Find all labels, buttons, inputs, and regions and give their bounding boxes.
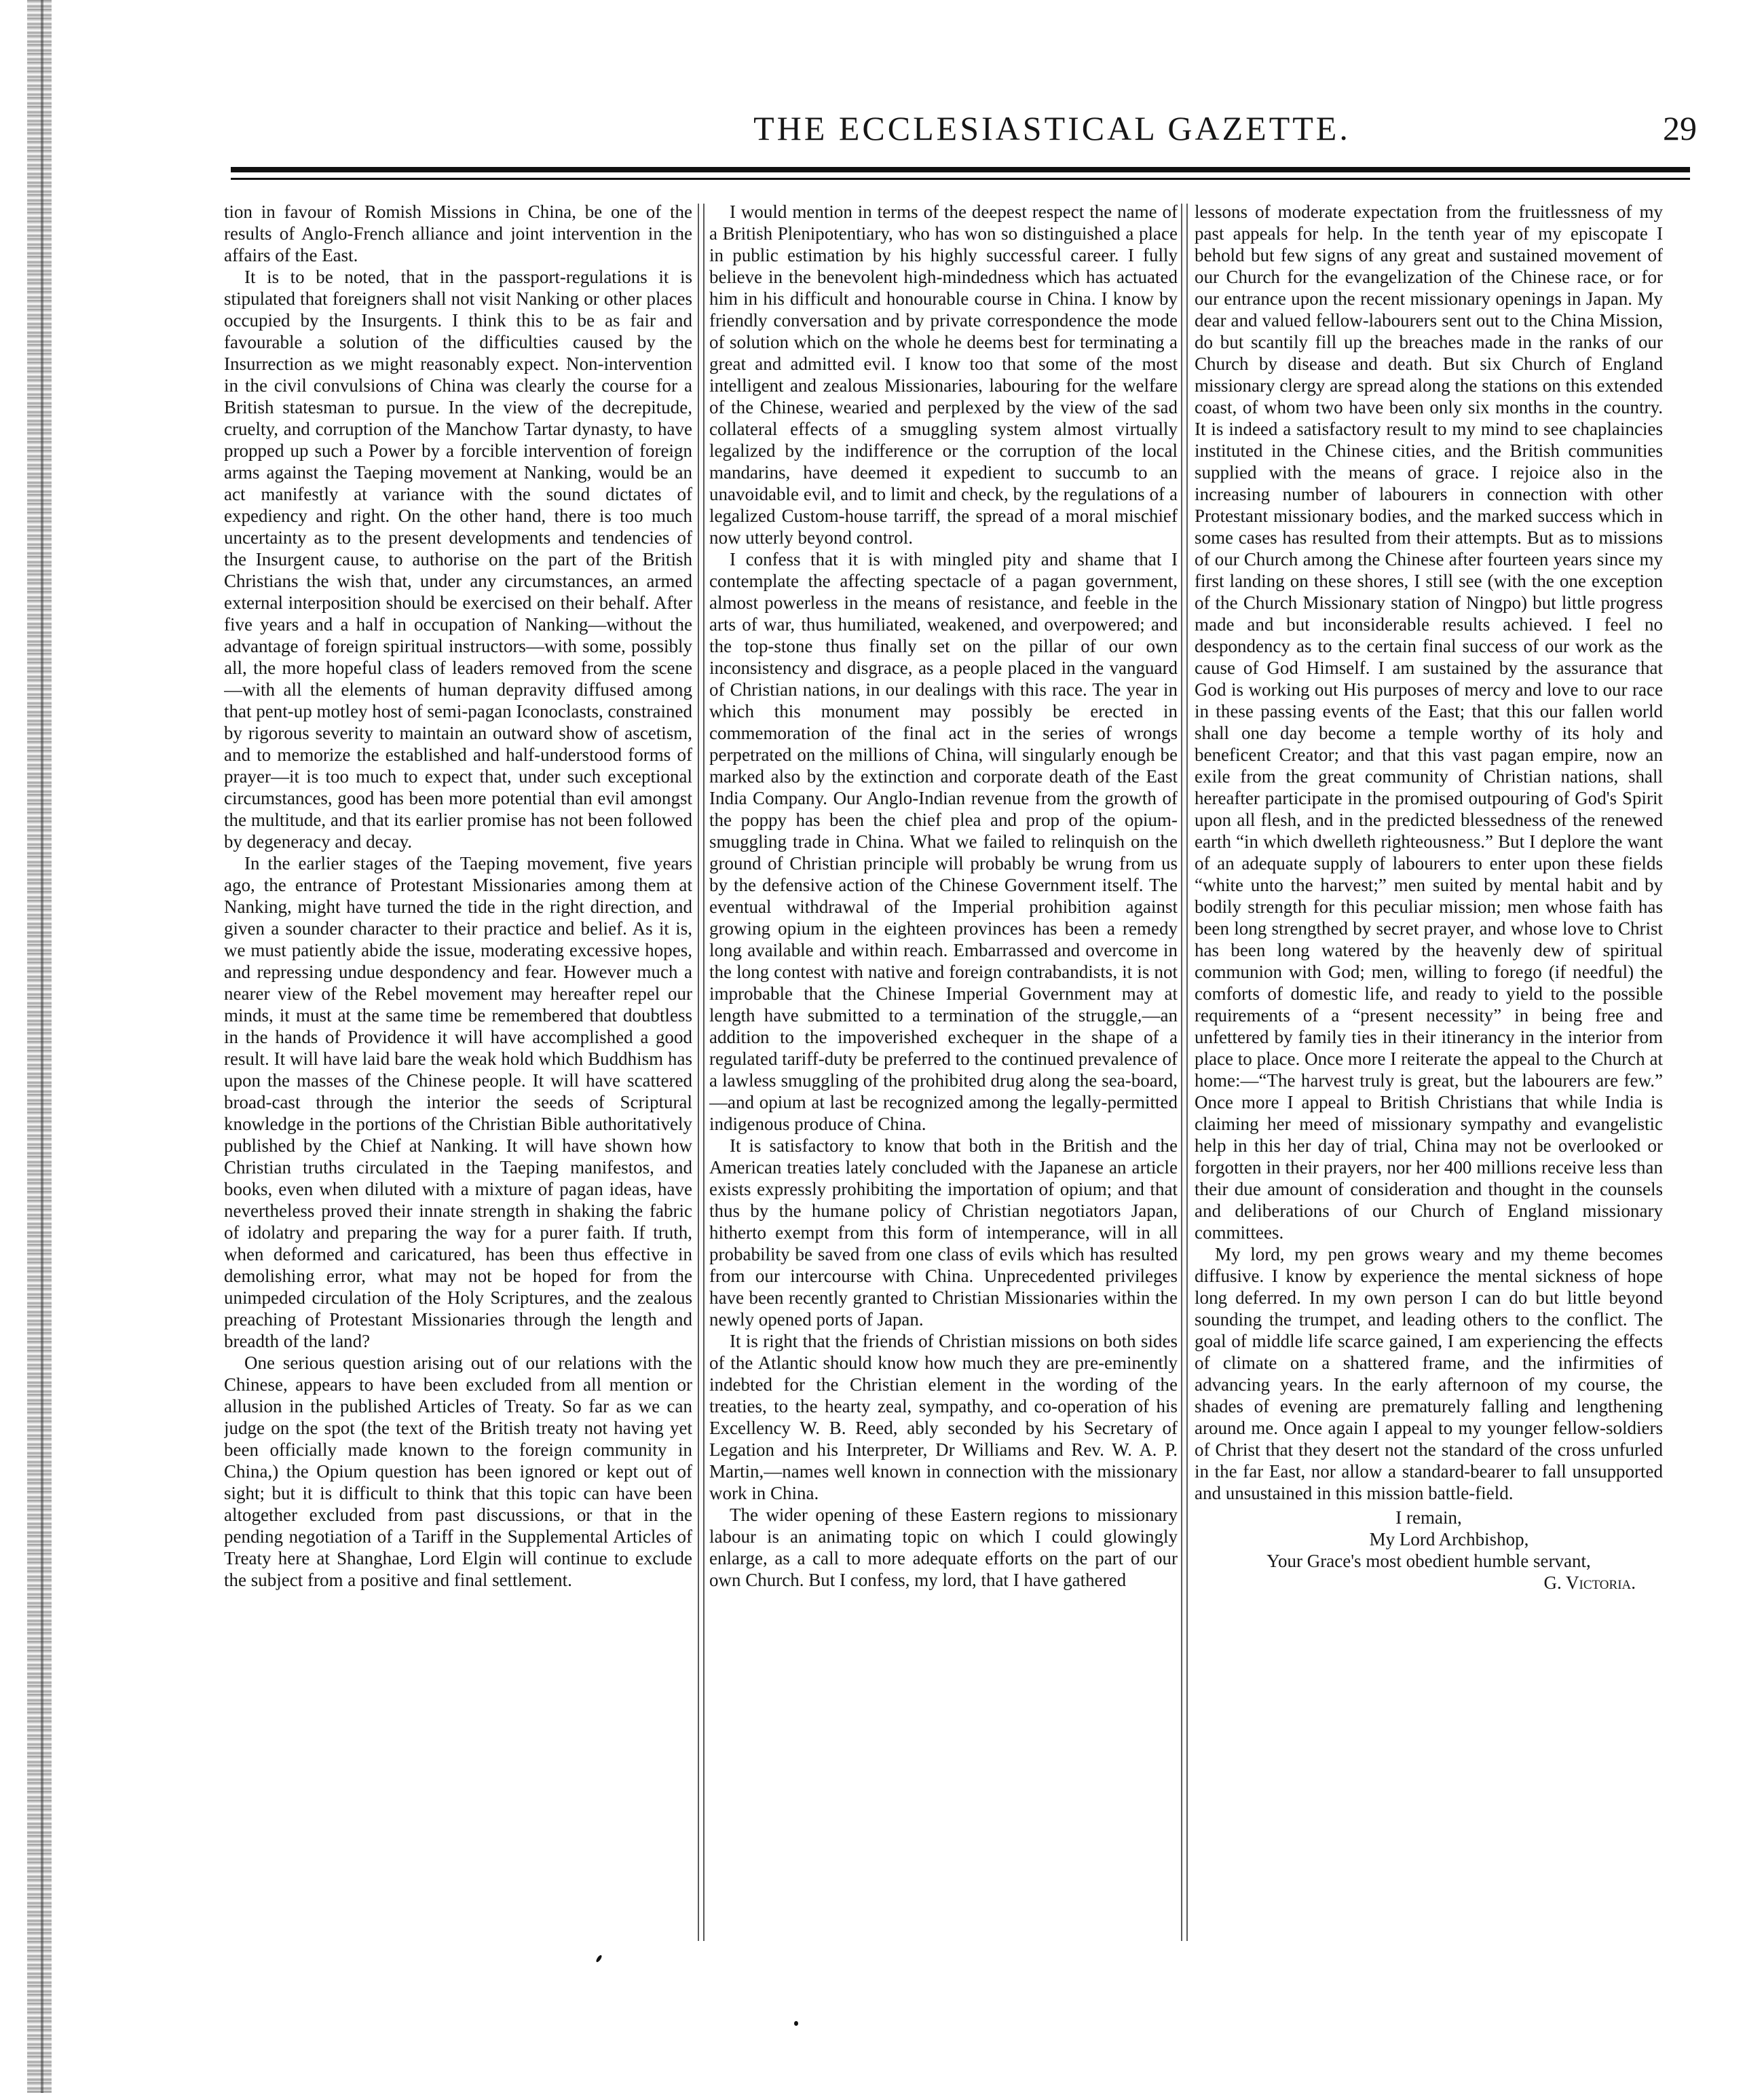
paragraph: It is satisfactory to know that both in the British and the American treaties lately concluded with the Japanese an article exists expressly prohibiting the importation of opium; and that thus by the humane policy of Christian negotiators Japan, hitherto exempt from this form of intemperance, will in all probability be saved from one class of evils which has resulted from our intercourse with China. Unprecedented privileges have been recently granted to Christian Missionaries within the newly opened ports of Japan. (709, 1135, 1178, 1330)
paragraph: lessons of moderate expectation from the fruitlessness of my past appeals for help. In the tenth year of my episcopate I behold but few signs of any great and sustained movement of our Church for the evangelization of the Chinese race, or for our entrance upon the recent missionary openings in Japan. My dear and valued fellow-labourers sent out to the China Mission, do but scantily fill up the breaches made in the ranks of our Church by disease and death. But six Church of England missionary clergy are spread along the stations on this extended coast, of whom two have been only six months in the country. It is indeed a satisfactory result to my mind to see chaplaincies instituted in the Chinese cities, and the British communities supplied with the means of grace. I rejoice also in the increasing number of labourers in connection with other Protestant missionary bodies, and the marked success which in some cases has resulted from their attempts. But as to missions of our Church among the Chinese after fourteen years since my first landing on these shores, I still see (with the one exception of the Church Missionary station of Ningpo) but little progress made and but inconsiderable results achieved. I feel no despondency as to the certain final success of our work as the cause of God Himself. I am sustained by the assurance that God is working out His purposes of mercy and love to our race in these passing events of the East; that this our fallen world shall one day become a temple worthy of its holy and beneficent Creator; and that this vast pagan empire, now an exile from the great community of Christian nations, shall hereafter participate in the promised outpouring of God's Spirit upon all flesh, and in the predicted blessedness of the renewed earth “in which dwelleth righteousness.” But I deplore the want of an adequate supply of labourers to enter upon these fields “white unto the harvest;” men suited by mental habit and by bodily strength for this peculiar mission; men whose faith has been long strengthed by secret prayer, and whose love to Christ has been long watered by the heavenly dew of spiritual communion with God; men, willing to forego (if needful) the comforts of domestic life, and ready to yield to the possible requirements of a “present necessity” in being free and unfettered by family ties in their itinerancy in the interior from place to place. Once more I reiterate the appeal to the Church at home:—“The harvest truly is great, but the labourers are few.” Once more I appeal to British Christians that while India is claiming her meed of missionary sympathy and evangelistic help in this her day of trial, China may not be overlooked or forgotten in their prayers, nor her 400 millions receive less than their due amount of consideration and thought in the counsels and deliberations of our Church of England missionary committees. (1195, 202, 1663, 1243)
print-speck (794, 2021, 798, 2026)
paragraph: My lord, my pen grows weary and my theme becomes diffusive. I know by experience the mental sickness of hope long deferred. In my own person I can do but little beyond sounding the trumpet, and leading others to the conflict. The goal of middle life scarce gained, I am experiencing the effects of climate on a shattered frame, and the infirmities of advancing years. In the early afternoon of my course, the shades of evening are prematurely falling and lengthening around me. Once again I appeal to my younger fellow-soldiers of Christ that they desert not the standard of the cross unfurled in the far East, nor allow a standard-bearer to fall unsupported and unsustained in this mission battle-field. (1195, 1244, 1663, 1503)
column-divider (698, 204, 705, 1941)
letter-closing (1195, 1507, 1663, 1594)
paragraph: The wider opening of these Eastern regions to missionary labour is an animating topic on which I could glowingly enlarge, as a call to more adequate efforts on the part of our own Church. But I confess, my lord, that I have gathered (709, 1505, 1178, 1590)
closing-servant: Your Grace's most obedient humble servant, (1266, 1551, 1591, 1571)
closing-remain: I remain, (1395, 1507, 1462, 1528)
header-rule-thick (231, 167, 1690, 172)
closing-salutation: My Lord Archbishop, (1369, 1529, 1529, 1549)
paragraph: It is to be noted, that in the passport-regulations it is stipulated that foreigners shall not visit Nanking or other places occupied by the Insurgents. I think this to be as fair and favourable a solution of the difficulties caused by the Insurrection as we might reasonably expect. Non-intervention in the civil convulsions of China was clearly the course for a British statesman to pursue. In the view of the decrepitude, cruelty, and corruption of the Manchow Tartar dynasty, to have propped up such a Power by a forcible intervention of foreign arms against the Taeping movement at Nanking, would be an act manifestly at variance with the sound dictates of expediency and right. On the other hand, there is too much uncertainty as to the present developments and tendencies of the Insurgent cause, to authorise on the part of the British Christians the wish that, under any circumstances, an armed external interposition should be exercised on their behalf. After five years and a half in occupation of Nanking—without the advantage of foreign spiritual instructors—with some, possibly all, the more hopeful class of leaders removed from the scene—with all the elements of human depravity diffused among that pent-up motley host of semi-pagan Iconoclasts, constrained by rigorous severity to maintain an outward show of ascetism, and to memorize the established and half-understood forms of prayer—it is too much to expect that, under such exceptional circumstances, good has been more potential than evil amongst the multitude, and that its earlier promise has not been followed by degeneracy and decay. (224, 267, 692, 852)
page-binding-edge (27, 0, 52, 2093)
text-column-2 (709, 201, 1178, 1945)
paragraph: One serious question arising out of our relations with the Chinese, appears to have been excluded from all mention or allusion in the published Articles of Treaty. So far as we can judge on the spot (the text of the British treaty not having yet been officially made known to the foreign community in China,) the Opium question has been ignored or kept out of sight; but it is difficult to think that this topic can have been altogether excluded from past discussions, or that in the pending negotiation of a Tariff in the Supplemental Articles of Treaty here at Shanghae, Lord Elgin will continue to exclude the subject from a positive and final settlement. (224, 1353, 692, 1590)
text-column-3 (1195, 201, 1663, 1945)
text-column-1 (224, 201, 692, 1945)
binding-shadow-line (41, 0, 43, 2093)
page-header (204, 109, 1697, 156)
header-rule-thin (231, 178, 1690, 180)
signature: G. Victoria. (1543, 1572, 1636, 1593)
column-divider (1181, 204, 1188, 1941)
print-speck (595, 1955, 603, 1963)
page-title: THE ECCLESIASTICAL GAZETTE. (753, 109, 1351, 147)
paragraph: It is right that the friends of Christian missions on both sides of the Atlantic should know how much they are pre-eminently indebted for the Christian element in the wording of the treaties, to the hearty zeal, sympathy, and co-operation of his Excellency W. B. Reed, ably seconded by his Secretary of Legation and his Interpreter, Dr Williams and Rev. W. A. P. Martin,—names well known in connection with the missionary work in China. (709, 1331, 1178, 1503)
paragraph: I confess that it is with mingled pity and shame that I contemplate the affecting spectacle of a pagan government, almost powerless in the means of resistance, and feeble in the arts of war, thus humiliated, weakened, and overpowered; and the top-stone thus finally set on the pillar of our own inconsistency and disgrace, as a people placed in the vanguard of Christian nations, in our dealings with this race. The year in which this monument may possibly be erected in commemoration of the final act in the series of wrongs perpetrated on the millions of China, will singularly enough be marked also by the extinction and corporate death of the East India Company. Our Anglo-Indian revenue from the growth of the poppy has been the chief plea and prop of the opium-smuggling trade in China. What we failed to relinquish on the ground of Christian principle will probably be wrung from us by the defensive action of the Chinese Government itself. The eventual withdrawal of the Imperial prohibition against growing opium in the eighteen provinces has been a remedy long available and within reach. Embarrassed and overcome in the long contest with native and foreign contrabandists, it is not improbable that the Chinese Imperial Government may at length have submitted to a termination of the struggle,—an addition to the impoverished exchequer in the shape of a regulated tariff-duty be preferred to the continued prevalence of a lawless smuggling of the prohibited drug along the sea-board,—and opium at last be recognized among the legally-permitted indigenous produce of China. (709, 549, 1178, 1134)
page-number: 29 (1663, 109, 1697, 147)
paragraph: I would mention in terms of the deepest respect the name of a British Plenipotentiary, who has won so distinguished a place in public estimation by his highly successful career. I fully believe in the benevolent high-mindedness which has actuated him in his difficult and honourable course in China. I know by friendly conversation and by private correspondence the mode of solution which on the whole he deems best for terminating a great and admitted evil. I know too that some of the most intelligent and zealous Missionaries, labouring for the welfare of the Chinese, wearied and perplexed by the view of the sad collateral effects of a smuggling system almost virtually legalized by the indifference or the corruption of the local mandarins, have deemed it expedient to succumb to an unavoidable evil, and to limit and check, by the regulations of a legalized Custom-house tarriff, the spread of a moral mischief now utterly beyond control. (709, 202, 1178, 548)
paragraph: tion in favour of Romish Missions in China, be one of the results of Anglo-French alliance and joint intervention in the affairs of the East. (224, 202, 692, 265)
paragraph: In the earlier stages of the Taeping movement, five years ago, the entrance of Protestant Missionaries among them at Nanking, might have turned the tide in the right direction, and given a sounder character to their practice and belief. As it is, we must patiently abide the issue, moderating excessive hopes, and repressing undue despondency and fear. However much a nearer view of the Rebel movement may hereafter repel our minds, it must at the same time be remembered that doubtless in the hands of Providence it will have accomplished a good result. It will have laid bare the weak hold which Buddhism has upon the masses of the Chinese people. It will have scattered broad-cast through the interior the seeds of Scriptural knowledge in the portions of the Christian Bible authoritatively published by the Chief at Nanking. It will have shown how Christian truths circulated in the Taeping manifestos, and books, even when diluted with a mixture of pagan ideas, have nevertheless proved their innate strength in shaking the fabric of idolatry and preparing the way for a purer faith. If truth, when deformed and caricatured, has been thus effective in demolishing error, what may not be hoped for from the unimpeded circulation of the Holy Scriptures, and the zealous preaching of Protestant Missionaries through the length and breadth of the land? (224, 853, 692, 1351)
